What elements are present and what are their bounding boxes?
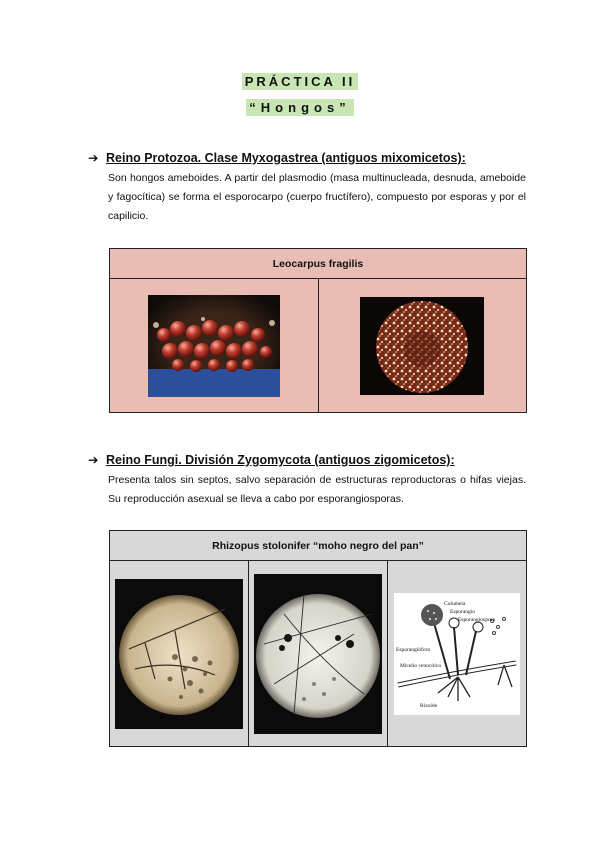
leocarpus-photo-closeup	[360, 297, 484, 395]
table-leocarpus-caption: Leocarpus fragilis	[110, 249, 527, 279]
table-leocarpus-cell-2	[318, 279, 526, 413]
table-rhizopus-cell-3	[388, 561, 527, 747]
page-subtitle-wrap	[0, 99, 600, 117]
table-leocarpus	[109, 248, 527, 413]
section2-heading-text: Reino Fungi. División Zygomycota (antiguos zigomicetos):	[106, 453, 455, 467]
table-rhizopus	[109, 530, 527, 747]
leocarpus-photo-cluster	[148, 295, 280, 397]
table-rhizopus-cell-2	[249, 561, 388, 747]
diagram-label-micelio: Micelio cenocítico	[400, 662, 442, 669]
section2-heading	[88, 452, 455, 467]
diagram-label-esporangio: Esporangio	[450, 608, 476, 615]
section1-heading	[88, 150, 466, 165]
page-title: PRÁCTICA II	[242, 73, 359, 90]
arrow-icon: ➔	[88, 453, 99, 467]
page-subtitle: “Hongos”	[246, 99, 353, 116]
section1-paragraph: Son hongos ameboides. A partir del plasmodio (masa multinucleada, desnuda, ameboide y fagocítica) se forma el esporocarpo (cuerpo fructífero), compuesto por esporas y por el capilicio.	[108, 172, 526, 222]
table-rhizopus-cell-1	[110, 561, 249, 747]
table-leocarpus-cell-1	[110, 279, 319, 413]
rhizopus-micrograph-1	[115, 579, 243, 729]
diagram-label-esporangioforo: Esporangióforo	[396, 646, 431, 653]
rhizopus-micrograph-2	[254, 574, 382, 734]
rhizopus-diagram	[394, 593, 520, 715]
section1-heading-text: Reino Protozoa. Clase Myxogastrea (antiguos mixomicetos):	[106, 151, 466, 165]
table-rhizopus-caption: Rhizopus stolonifer “moho negro del pan”	[110, 531, 527, 561]
diagram-label-rizoide: Rizoide	[420, 702, 438, 709]
section2-paragraph: Presenta talos sin septos, salvo separación de estructuras reproductoras o hifas viejas. Su reproducción asexual se lleva a cabo por esporangiosporas.	[108, 474, 526, 505]
page-title-wrap	[0, 73, 600, 91]
arrow-icon: ➔	[88, 151, 99, 165]
diagram-label-columela: Columela	[444, 600, 466, 607]
diagram-label-esporangiospora: Esporangiospora	[458, 616, 496, 623]
